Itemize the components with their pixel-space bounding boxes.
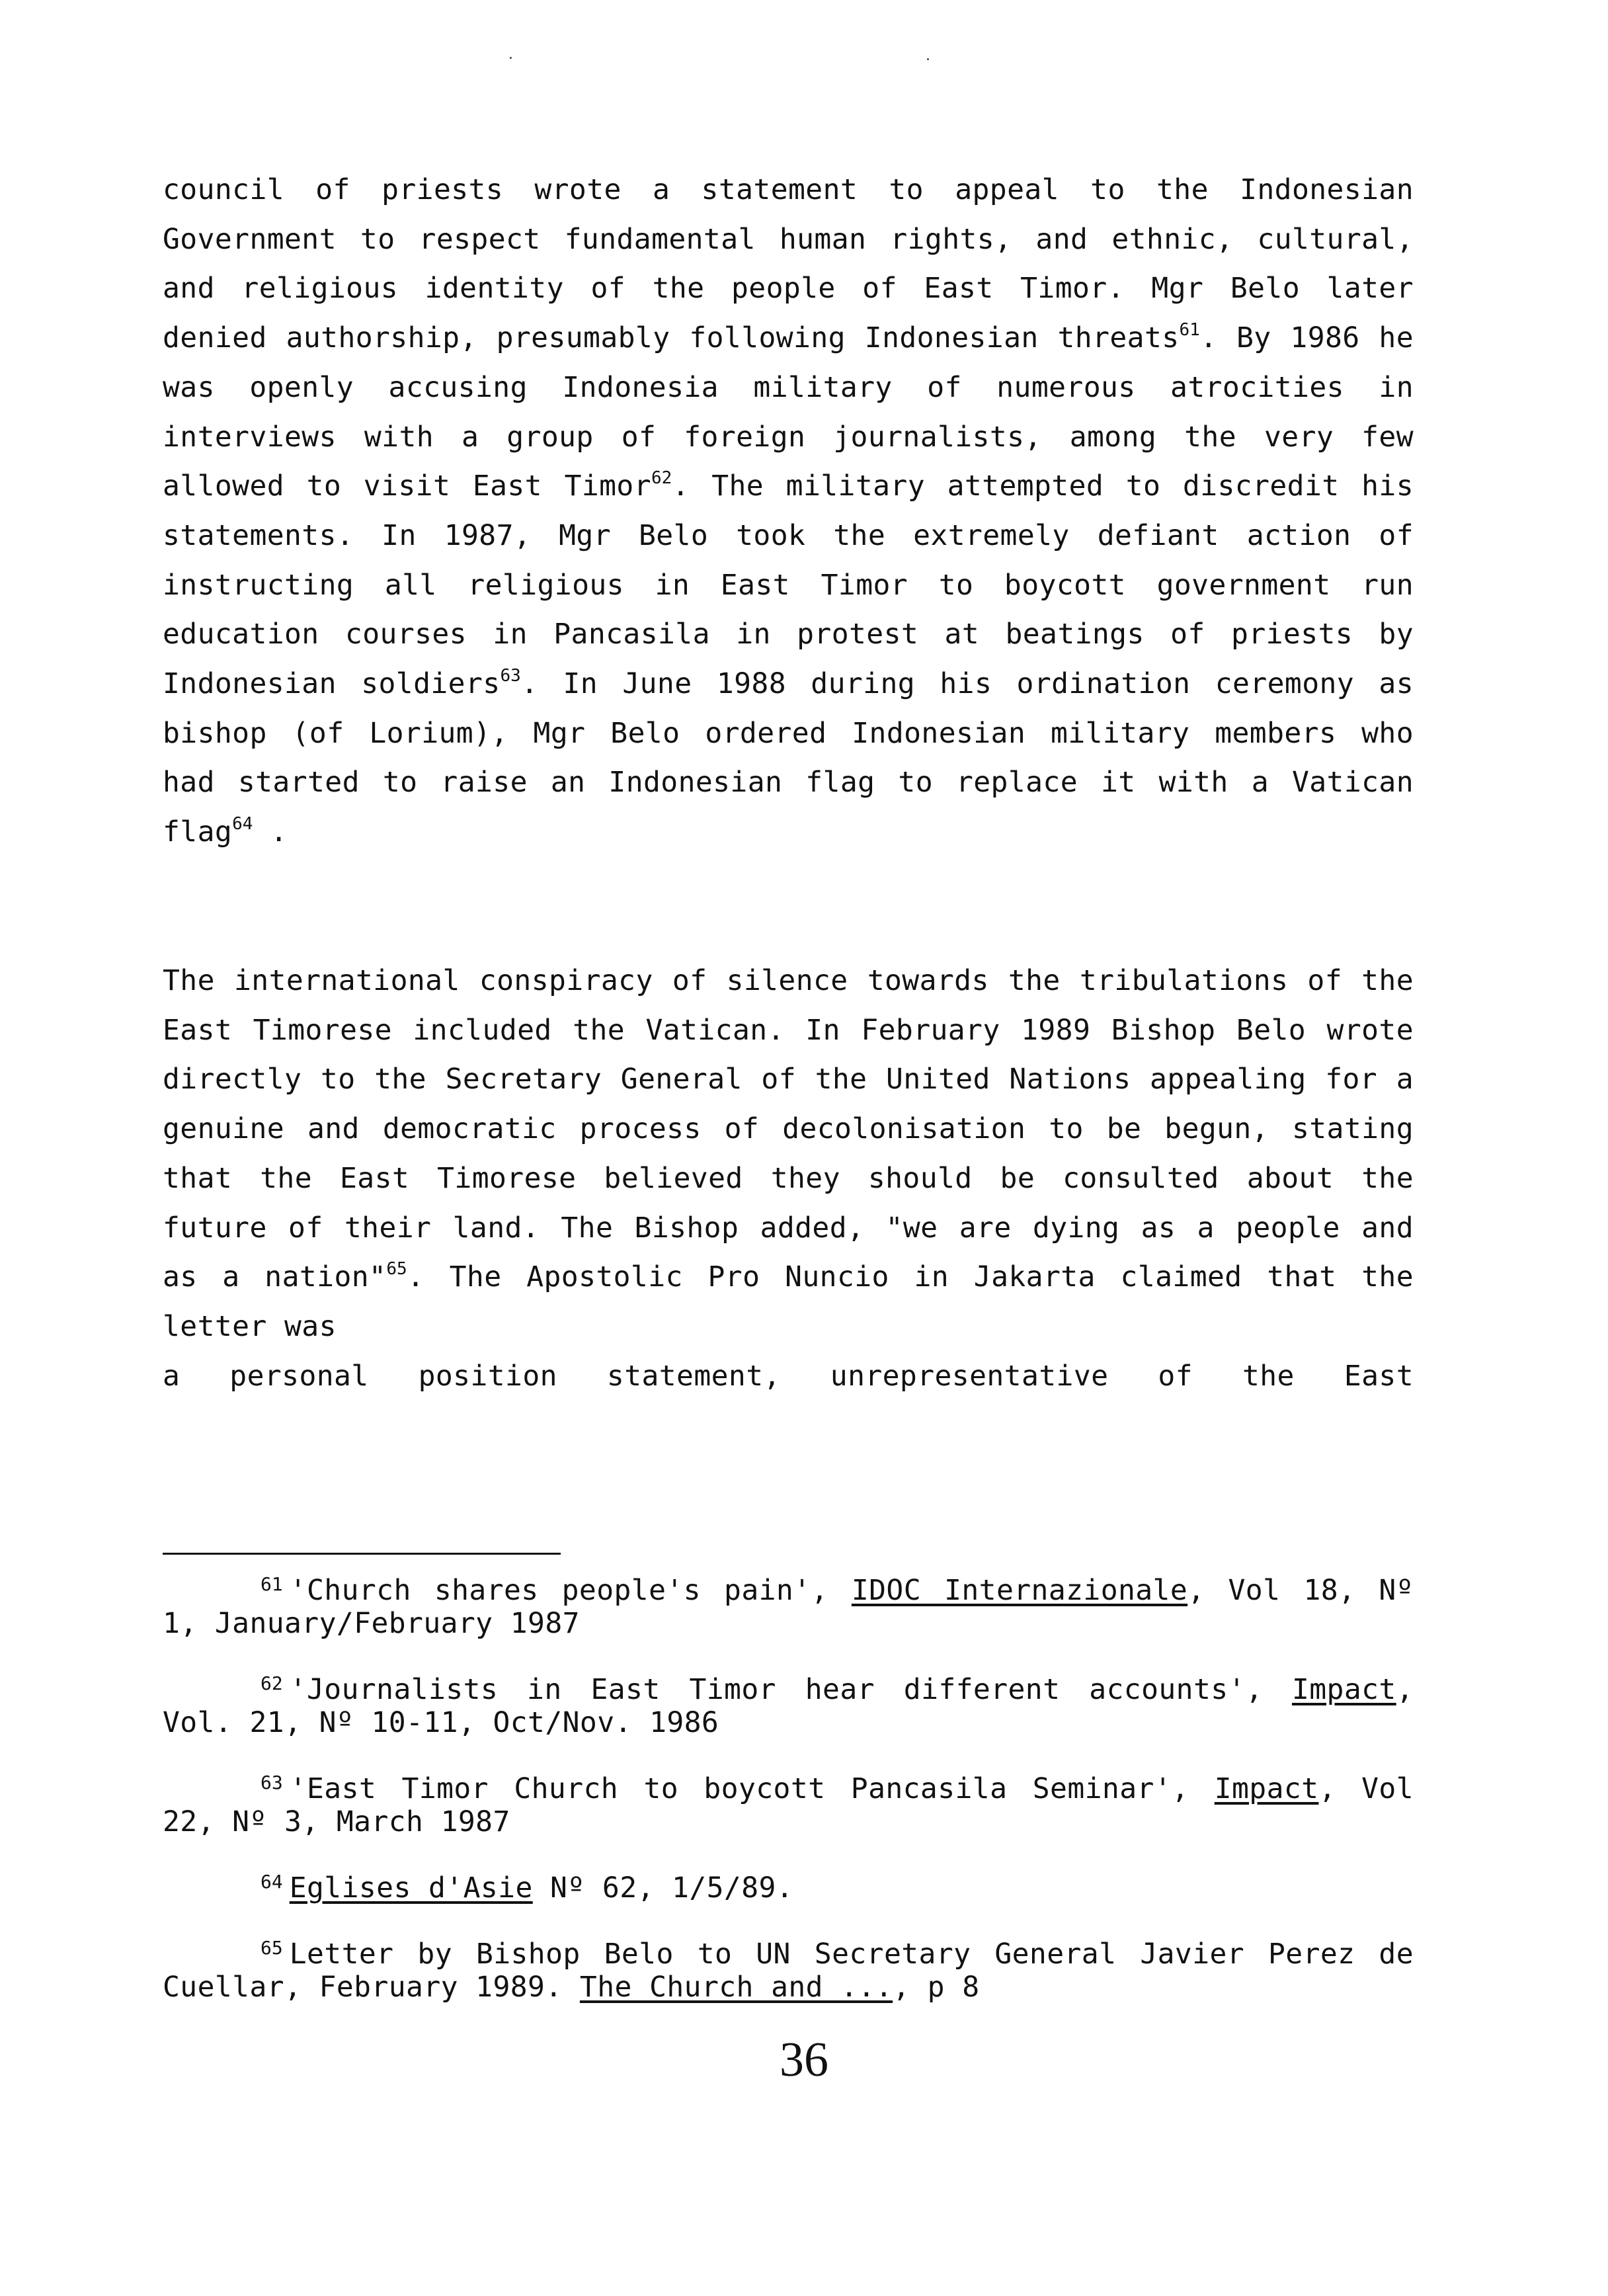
- footnote-65: [163, 1938, 1414, 2004]
- footnote-source-title: Eglises d'Asie: [289, 1871, 533, 1905]
- scan-speck: [927, 58, 929, 60]
- footnote-text: , p 8: [893, 1971, 980, 2004]
- footnote-source-title: IDOC Internazionale: [851, 1574, 1188, 1607]
- footnote-ref-63[interactable]: 63: [500, 666, 521, 686]
- footnote-text: , Vol 18, Nº 1, January/February 1987: [163, 1574, 1414, 1640]
- footnote-number: 62: [261, 1672, 283, 1694]
- footnote-number: 63: [261, 1772, 283, 1793]
- footnote-number: 65: [261, 1937, 283, 1959]
- footnote-ref-61[interactable]: 61: [1179, 320, 1200, 341]
- footnote-separator: [163, 1553, 561, 1555]
- paragraph-1-text: .: [253, 815, 288, 849]
- paragraph-1: [163, 165, 1414, 857]
- paragraph-1-text: . By 1986 he was openly accusing Indonesia military of numerous atrocities in interviews with a group of foreign journalists, among the very few allowed to visit East Timor: [163, 321, 1414, 503]
- footnote-62: [163, 1673, 1414, 1739]
- footnote-text: Letter by Bishop Belo to UN Secretary General Javier Perez de Cuellar, February 1989.: [163, 1938, 1414, 2004]
- footnote-source-title: Impact: [1214, 1772, 1319, 1805]
- footnote-text: , Vol 22, Nº 3, March 1987: [163, 1772, 1414, 1838]
- footnote-number: 61: [261, 1573, 283, 1595]
- footnote-63: [163, 1772, 1414, 1838]
- footnote-number: 64: [261, 1871, 283, 1893]
- footnotes: [163, 1574, 1414, 2037]
- scan-speck: [510, 57, 512, 59]
- paragraph-2-last-line: a personal position statement, unrepresentative of the East: [163, 1359, 1414, 1393]
- paragraph-2-text: The international conspiracy of silence towards the tribulations of the East Timorese included the Vatican. In February 1989 Bishop Belo wrote directly to the Secretary General of the United Nations appealing for a genuine and democratic process of decolonisation to be begun, stating that the East Timorese believed they should be consulted about the future of their land. The Bishop added, "we are dying as a people and as a nation": [163, 964, 1414, 1294]
- footnote-ref-65[interactable]: 65: [386, 1259, 407, 1280]
- footnote-source-title: Impact: [1291, 1673, 1396, 1706]
- footnote-source-title: The Church and ...: [579, 1971, 893, 2004]
- paragraph-1-text: council of priests wrote a statement to appeal to the Indonesian Government to respect fundamental human rights, and ethnic, cultural, and religious identity of the people of East Timor. Mgr Belo later denied authorship, presumably following Indonesian threats: [163, 173, 1414, 355]
- footnote-text: 'Journalists in East Timor hear different accounts',: [289, 1673, 1292, 1706]
- footnote-ref-62[interactable]: 62: [651, 468, 672, 489]
- footnote-61: [163, 1574, 1414, 1640]
- footnote-64: [163, 1871, 1414, 1905]
- footnote-text: 'East Timor Church to boycott Pancasila Seminar',: [289, 1772, 1215, 1805]
- footnote-text: , Vol. 21, Nº 10-11, Oct/Nov. 1986: [163, 1673, 1414, 1739]
- paragraph-2: [163, 956, 1414, 1401]
- footnote-ref-64[interactable]: 64: [232, 814, 253, 835]
- paragraph-2-text: . The Apostolic Pro Nuncio in Jakarta claimed that the letter was: [163, 1260, 1414, 1343]
- footnote-text: Nº 62, 1/5/89.: [532, 1871, 794, 1905]
- footnote-text: 'Church shares people's pain',: [289, 1574, 852, 1607]
- paragraph-1-text: . In June 1988 during his ordination ceremony as bishop (of Lorium), Mgr Belo ordered Indonesian military members who had started to raise an Indonesian flag to replace it with a Vatican flag: [163, 667, 1414, 849]
- page-number: 36: [780, 2033, 828, 2087]
- paragraph-1-text: . The military attempted to discredit his statements. In 1987, Mgr Belo took the extremely defiant action of instructing all religious in East Timor to boycott government run education courses in Pancasila in protest at beatings of priests by Indonesian soldiers: [163, 470, 1414, 701]
